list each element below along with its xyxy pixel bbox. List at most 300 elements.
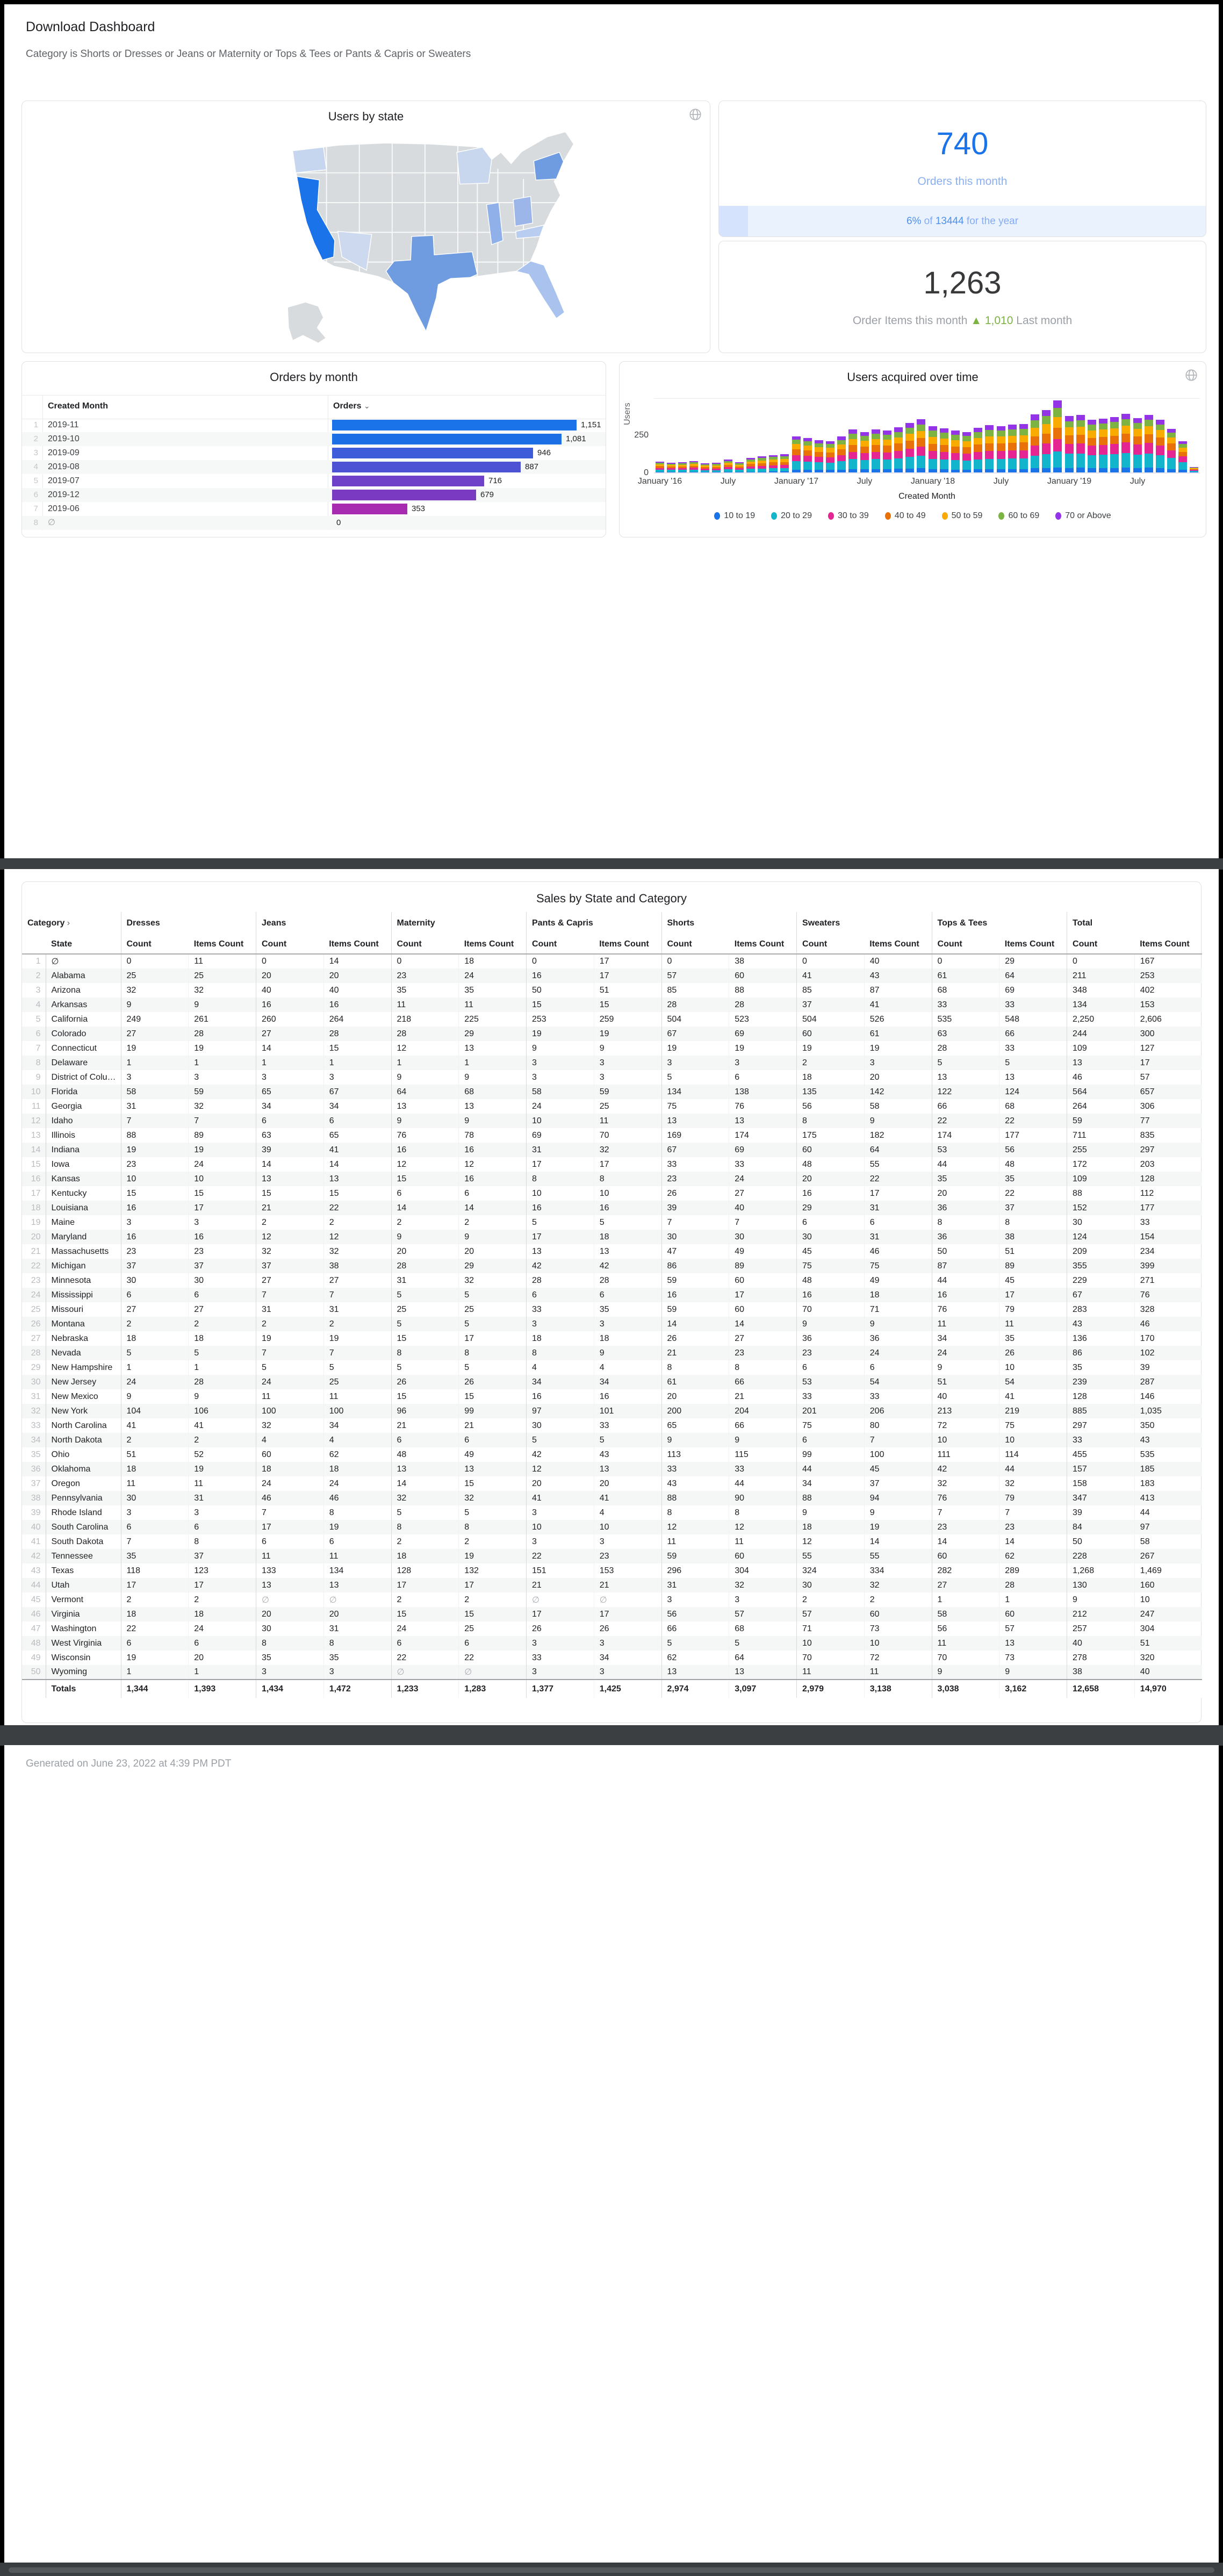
stacked-bar[interactable]: [1145, 415, 1153, 472]
bar-segment[interactable]: [997, 430, 1005, 436]
bar-segment[interactable]: [985, 451, 994, 459]
bar-segment[interactable]: [1031, 468, 1039, 472]
bar-segment[interactable]: [848, 434, 857, 439]
orders-bar[interactable]: [332, 462, 521, 472]
bar-segment[interactable]: [1053, 439, 1062, 451]
bar-segment[interactable]: [883, 453, 891, 460]
legend-item[interactable]: [714, 511, 755, 521]
table-row[interactable]: [22, 1201, 1202, 1215]
bar-segment[interactable]: [929, 469, 937, 472]
table-row[interactable]: [22, 1143, 1202, 1157]
table-row[interactable]: [22, 1186, 1202, 1201]
bar-segment[interactable]: [780, 468, 789, 472]
stacked-bar[interactable]: [769, 455, 778, 472]
bar-segment[interactable]: [1121, 453, 1130, 468]
table-row[interactable]: [22, 1172, 1202, 1186]
bar-segment[interactable]: [1065, 427, 1074, 435]
bar-segment[interactable]: [1019, 458, 1028, 469]
table-row[interactable]: [22, 1563, 1202, 1578]
count-header[interactable]: Count: [527, 935, 594, 954]
bar-segment[interactable]: [951, 435, 960, 440]
bar-segment[interactable]: [1178, 462, 1187, 470]
bar-segment[interactable]: [917, 431, 925, 439]
bar-segment[interactable]: [917, 438, 925, 447]
bar-segment[interactable]: [1178, 452, 1187, 457]
bar-segment[interactable]: [962, 470, 971, 472]
bar-segment[interactable]: [883, 430, 891, 435]
table-row[interactable]: [22, 1215, 1202, 1230]
bar-segment[interactable]: [872, 469, 880, 472]
bar-segment[interactable]: [1076, 443, 1085, 454]
bar-segment[interactable]: [1156, 468, 1164, 472]
bar-segment[interactable]: [917, 419, 925, 425]
bar-segment[interactable]: [1008, 443, 1017, 450]
bar-segment[interactable]: [780, 471, 789, 472]
state-washington[interactable]: [293, 147, 327, 173]
bar-segment[interactable]: [1076, 435, 1085, 443]
bar-segment[interactable]: [1019, 435, 1028, 442]
table-row[interactable]: [22, 1607, 1202, 1621]
bar-segment[interactable]: [792, 440, 801, 444]
group-header[interactable]: Tops & Tees: [932, 912, 1067, 935]
bar-segment[interactable]: [905, 469, 914, 472]
bar-segment[interactable]: [997, 469, 1005, 472]
bar-segment[interactable]: [803, 462, 812, 470]
table-row[interactable]: [22, 1621, 1202, 1636]
group-header[interactable]: Pants & Capris: [527, 912, 662, 935]
table-row[interactable]: [22, 1578, 1202, 1592]
bar-segment[interactable]: [1145, 434, 1153, 443]
bar-segment[interactable]: [1099, 429, 1107, 437]
bar-segment[interactable]: [1088, 438, 1096, 446]
bar-segment[interactable]: [792, 436, 801, 440]
legend-item[interactable]: [771, 511, 812, 521]
table-row[interactable]: [22, 1375, 1202, 1389]
table-row[interactable]: [22, 983, 1202, 998]
bar-segment[interactable]: [826, 444, 834, 448]
bar-segment[interactable]: [894, 469, 903, 472]
bar-segment[interactable]: [860, 460, 869, 469]
stacked-bar[interactable]: [1190, 467, 1198, 472]
stacked-bar[interactable]: [803, 438, 812, 472]
bar-segment[interactable]: [1156, 425, 1164, 430]
stacked-bar[interactable]: [1088, 420, 1096, 472]
bar-segment[interactable]: [1133, 423, 1142, 429]
bar-segment[interactable]: [1145, 415, 1153, 420]
bar-segment[interactable]: [1053, 451, 1062, 467]
bar-segment[interactable]: [1076, 468, 1085, 472]
bar-segment[interactable]: [803, 446, 812, 450]
bar-segment[interactable]: [803, 470, 812, 472]
table-row[interactable]: [22, 1244, 1202, 1259]
bar-segment[interactable]: [905, 457, 914, 468]
bar-segment[interactable]: [974, 432, 982, 438]
bar-segment[interactable]: [1053, 428, 1062, 439]
bar-segment[interactable]: [1156, 455, 1164, 469]
bar-segment[interactable]: [1167, 433, 1176, 437]
bar-segment[interactable]: [929, 444, 937, 451]
bar-segment[interactable]: [860, 469, 869, 472]
bar-segment[interactable]: [815, 462, 823, 470]
group-header[interactable]: Jeans: [256, 912, 392, 935]
bar-segment[interactable]: [1008, 469, 1017, 472]
bar-segment[interactable]: [1042, 434, 1051, 444]
table-row[interactable]: [22, 1534, 1202, 1549]
bar-segment[interactable]: [997, 443, 1005, 451]
state-ohio[interactable]: [513, 196, 533, 226]
bar-segment[interactable]: [872, 429, 880, 434]
bar-segment[interactable]: [1133, 444, 1142, 454]
orders-bar[interactable]: [332, 490, 476, 500]
stacked-bar[interactable]: [1178, 441, 1187, 472]
bar-segment[interactable]: [1167, 469, 1176, 472]
bar-segment[interactable]: [792, 461, 801, 470]
bar-segment[interactable]: [951, 460, 960, 469]
bar-segment[interactable]: [997, 426, 1005, 431]
table-row[interactable]: [22, 1592, 1202, 1607]
bar-segment[interactable]: [872, 459, 880, 469]
bar-segment[interactable]: [1031, 420, 1039, 428]
bar-segment[interactable]: [974, 452, 982, 460]
stacked-bar[interactable]: [1053, 400, 1062, 472]
bar-segment[interactable]: [1156, 446, 1164, 455]
bar-segment[interactable]: [905, 428, 914, 434]
bar-segment[interactable]: [1031, 456, 1039, 469]
table-row[interactable]: [22, 1491, 1202, 1505]
bar-segment[interactable]: [815, 470, 823, 472]
bar-segment[interactable]: [940, 460, 948, 469]
table-row[interactable]: [22, 1346, 1202, 1360]
bar-segment[interactable]: [1008, 425, 1017, 429]
stacked-bar[interactable]: [735, 462, 744, 472]
orders-bar[interactable]: [332, 420, 577, 430]
items-count-header[interactable]: Items Count: [323, 935, 391, 954]
bar-segment[interactable]: [940, 433, 948, 439]
bar-segment[interactable]: [1088, 455, 1096, 468]
bar-segment[interactable]: [872, 445, 880, 452]
bar-segment[interactable]: [1121, 414, 1130, 419]
stacked-bar[interactable]: [1156, 420, 1164, 472]
bar-segment[interactable]: [872, 434, 880, 439]
bar-segment[interactable]: [1099, 455, 1107, 468]
bar-segment[interactable]: [860, 432, 869, 436]
bar-segment[interactable]: [815, 447, 823, 451]
bar-segment[interactable]: [940, 439, 948, 445]
bar-segment[interactable]: [1110, 428, 1119, 436]
table-row[interactable]: [22, 1651, 1202, 1665]
bar-segment[interactable]: [962, 461, 971, 470]
count-header[interactable]: Count: [661, 935, 729, 954]
state-alaska[interactable]: [287, 302, 326, 343]
bar-segment[interactable]: [1076, 415, 1085, 420]
stacked-bar[interactable]: [1031, 414, 1039, 472]
bar-segment[interactable]: [1133, 436, 1142, 444]
bar-segment[interactable]: [929, 430, 937, 436]
stacked-bar[interactable]: [758, 456, 766, 472]
orders-bar[interactable]: [332, 476, 484, 486]
bar-segment[interactable]: [872, 439, 880, 445]
stacked-bar[interactable]: [678, 462, 687, 472]
bar-segment[interactable]: [1076, 427, 1085, 435]
bar-segment[interactable]: [1133, 418, 1142, 423]
table-row[interactable]: [22, 1665, 1202, 1680]
bar-segment[interactable]: [1099, 424, 1107, 429]
bar-segment[interactable]: [872, 452, 880, 460]
table-row[interactable]: [22, 1404, 1202, 1418]
bar-segment[interactable]: [894, 427, 903, 432]
bar-segment[interactable]: [1099, 419, 1107, 424]
orders-bar[interactable]: [332, 434, 562, 444]
bar-segment[interactable]: [940, 428, 948, 433]
bar-segment[interactable]: [803, 456, 812, 462]
bar-segment[interactable]: [1156, 420, 1164, 425]
bar-segment[interactable]: [883, 460, 891, 469]
bar-segment[interactable]: [1099, 437, 1107, 445]
stacked-bar[interactable]: [883, 430, 891, 472]
bar-segment[interactable]: [894, 458, 903, 469]
group-header[interactable]: Sweaters: [797, 912, 932, 935]
bar-segment[interactable]: [1167, 437, 1176, 443]
table-row[interactable]: [22, 954, 1202, 968]
stacked-bar[interactable]: [837, 436, 846, 472]
bar-segment[interactable]: [1065, 416, 1074, 421]
bar-segment[interactable]: [848, 439, 857, 445]
stacked-bar[interactable]: [848, 429, 857, 472]
table-row[interactable]: [22, 1433, 1202, 1447]
bar-segment[interactable]: [962, 441, 971, 447]
bar-segment[interactable]: [826, 448, 834, 452]
bar-segment[interactable]: [1178, 470, 1187, 472]
table-row[interactable]: [22, 1418, 1202, 1433]
table-row[interactable]: [22, 1273, 1202, 1288]
stacked-bar[interactable]: [1076, 415, 1085, 472]
stacked-bar[interactable]: [780, 454, 789, 472]
bar-segment[interactable]: [860, 436, 869, 441]
bar-segment[interactable]: [985, 436, 994, 443]
stacked-bar[interactable]: [1008, 425, 1017, 472]
stacked-bar[interactable]: [929, 426, 937, 472]
bar-segment[interactable]: [1065, 468, 1074, 472]
count-header[interactable]: Count: [932, 935, 999, 954]
stacked-bar[interactable]: [1019, 424, 1028, 472]
bar-segment[interactable]: [1133, 468, 1142, 472]
bar-segment[interactable]: [1099, 445, 1107, 455]
stacked-bar[interactable]: [1133, 418, 1142, 472]
orders-header[interactable]: Orders ⌄: [333, 401, 370, 411]
bar-segment[interactable]: [1145, 426, 1153, 434]
table-row[interactable]: [22, 1070, 1202, 1085]
bar-segment[interactable]: [1156, 430, 1164, 437]
bar-segment[interactable]: [1065, 444, 1074, 454]
bar-segment[interactable]: [1121, 419, 1130, 426]
bar-segment[interactable]: [940, 445, 948, 452]
bar-segment[interactable]: [826, 453, 834, 457]
bar-segment[interactable]: [883, 446, 891, 452]
bar-segment[interactable]: [962, 447, 971, 454]
stacked-bar[interactable]: [712, 463, 721, 472]
stacked-bar[interactable]: [985, 425, 994, 472]
items-count-header[interactable]: Items Count: [864, 935, 932, 954]
bar-segment[interactable]: [1121, 468, 1130, 472]
stacked-bar[interactable]: [860, 432, 869, 472]
legend-item[interactable]: [942, 511, 983, 521]
table-row[interactable]: [22, 1549, 1202, 1563]
bar-segment[interactable]: [1110, 454, 1119, 468]
items-count-header[interactable]: Items Count: [594, 935, 661, 954]
table-row[interactable]: [22, 1230, 1202, 1244]
bar-segment[interactable]: [894, 443, 903, 450]
bar-segment[interactable]: [894, 451, 903, 458]
bar-segment[interactable]: [1008, 458, 1017, 469]
stacked-bar[interactable]: [724, 460, 732, 472]
bar-segment[interactable]: [997, 459, 1005, 469]
bar-segment[interactable]: [826, 470, 834, 472]
bar-segment[interactable]: [1167, 443, 1176, 450]
bar-segment[interactable]: [769, 471, 778, 472]
bar-segment[interactable]: [1088, 420, 1096, 425]
state-header[interactable]: State: [46, 935, 121, 954]
bar-segment[interactable]: [1008, 436, 1017, 443]
bar-segment[interactable]: [917, 468, 925, 472]
legend-item[interactable]: [885, 511, 926, 521]
bar-segment[interactable]: [894, 437, 903, 444]
bar-segment[interactable]: [985, 430, 994, 436]
stacked-bar[interactable]: [1065, 416, 1074, 472]
bar-segment[interactable]: [1145, 468, 1153, 472]
table-row[interactable]: [22, 1331, 1202, 1346]
bar-segment[interactable]: [951, 447, 960, 453]
count-header[interactable]: Count: [256, 935, 324, 954]
bar-segment[interactable]: [917, 425, 925, 431]
bar-segment[interactable]: [929, 437, 937, 444]
stacked-bar[interactable]: [792, 436, 801, 472]
bar-segment[interactable]: [1088, 425, 1096, 430]
bar-segment[interactable]: [860, 447, 869, 453]
bar-segment[interactable]: [951, 453, 960, 460]
bar-segment[interactable]: [1133, 455, 1142, 468]
bar-segment[interactable]: [883, 469, 891, 472]
table-row[interactable]: [22, 1317, 1202, 1331]
bar-segment[interactable]: [803, 450, 812, 456]
table-row[interactable]: [22, 1520, 1202, 1534]
bar-segment[interactable]: [1042, 443, 1051, 454]
bar-segment[interactable]: [905, 423, 914, 428]
bar-segment[interactable]: [1031, 436, 1039, 446]
stacked-bar[interactable]: [656, 462, 664, 472]
bar-segment[interactable]: [1145, 443, 1153, 453]
items-count-header[interactable]: Items Count: [1134, 935, 1202, 954]
stacked-bar[interactable]: [701, 463, 709, 472]
count-header[interactable]: Count: [391, 935, 459, 954]
stacked-bar[interactable]: [1099, 419, 1107, 472]
bar-segment[interactable]: [951, 470, 960, 472]
table-row[interactable]: [22, 1476, 1202, 1491]
bar-segment[interactable]: [1167, 458, 1176, 469]
bar-segment[interactable]: [1031, 414, 1039, 420]
bar-segment[interactable]: [837, 436, 846, 440]
bar-segment[interactable]: [1042, 424, 1051, 433]
horizontal-scrollbar[interactable]: [9, 2567, 1214, 2573]
bar-segment[interactable]: [1019, 424, 1028, 429]
bar-segment[interactable]: [1121, 426, 1130, 434]
bar-segment[interactable]: [803, 441, 812, 446]
bar-segment[interactable]: [1076, 420, 1085, 427]
bar-segment[interactable]: [837, 470, 846, 472]
table-row[interactable]: [22, 1288, 1202, 1302]
bar-segment[interactable]: [962, 432, 971, 436]
bar-segment[interactable]: [848, 459, 857, 469]
bar-segment[interactable]: [1019, 429, 1028, 435]
stacked-bar[interactable]: [951, 430, 960, 472]
table-row[interactable]: [22, 1128, 1202, 1143]
table-row[interactable]: [22, 1259, 1202, 1273]
bar-segment[interactable]: [974, 428, 982, 432]
table-row[interactable]: [22, 1027, 1202, 1041]
bar-segment[interactable]: [1031, 428, 1039, 436]
table-row[interactable]: [22, 1114, 1202, 1128]
bar-segment[interactable]: [1178, 456, 1187, 462]
stacked-bar[interactable]: [1042, 410, 1051, 472]
bar-segment[interactable]: [974, 444, 982, 451]
bar-segment[interactable]: [1019, 442, 1028, 450]
legend-item[interactable]: [1055, 511, 1111, 521]
bar-segment[interactable]: [1110, 422, 1119, 428]
bar-segment[interactable]: [951, 430, 960, 435]
group-header[interactable]: Shorts: [661, 912, 797, 935]
bar-segment[interactable]: [974, 469, 982, 472]
category-header[interactable]: Category ›: [27, 919, 70, 928]
stacked-bar[interactable]: [1167, 429, 1176, 472]
bar-segment[interactable]: [1042, 416, 1051, 424]
table-row[interactable]: [22, 1462, 1202, 1476]
bar-segment[interactable]: [1088, 446, 1096, 455]
bar-segment[interactable]: [962, 436, 971, 441]
bar-segment[interactable]: [792, 455, 801, 461]
bar-segment[interactable]: [1088, 468, 1096, 472]
bar-segment[interactable]: [974, 460, 982, 469]
bar-segment[interactable]: [837, 461, 846, 469]
bar-segment[interactable]: [1065, 454, 1074, 468]
stacked-bar[interactable]: [1110, 417, 1119, 472]
bar-segment[interactable]: [1156, 437, 1164, 446]
table-row[interactable]: [22, 1636, 1202, 1651]
bar-segment[interactable]: [997, 451, 1005, 459]
bar-segment[interactable]: [837, 449, 846, 455]
legend-item[interactable]: [998, 511, 1039, 521]
table-row[interactable]: [22, 1389, 1202, 1404]
stacked-bar[interactable]: [894, 427, 903, 472]
bar-segment[interactable]: [905, 449, 914, 457]
bar-segment[interactable]: [1065, 421, 1074, 428]
count-header[interactable]: Count: [797, 935, 865, 954]
table-row[interactable]: [22, 1157, 1202, 1172]
bar-segment[interactable]: [1031, 446, 1039, 455]
bar-segment[interactable]: [860, 441, 869, 447]
bar-segment[interactable]: [1053, 417, 1062, 428]
stacked-bar[interactable]: [815, 440, 823, 472]
count-header[interactable]: Count: [121, 935, 189, 954]
bar-segment[interactable]: [985, 459, 994, 469]
bar-segment[interactable]: [848, 469, 857, 472]
bar-segment[interactable]: [1042, 410, 1051, 417]
items-count-header[interactable]: Items Count: [999, 935, 1067, 954]
stacked-bar[interactable]: [974, 428, 982, 472]
bar-segment[interactable]: [1099, 468, 1107, 472]
table-row[interactable]: [22, 1302, 1202, 1317]
stacked-bar[interactable]: [917, 419, 925, 472]
bar-segment[interactable]: [917, 456, 925, 468]
bar-segment[interactable]: [837, 440, 846, 444]
